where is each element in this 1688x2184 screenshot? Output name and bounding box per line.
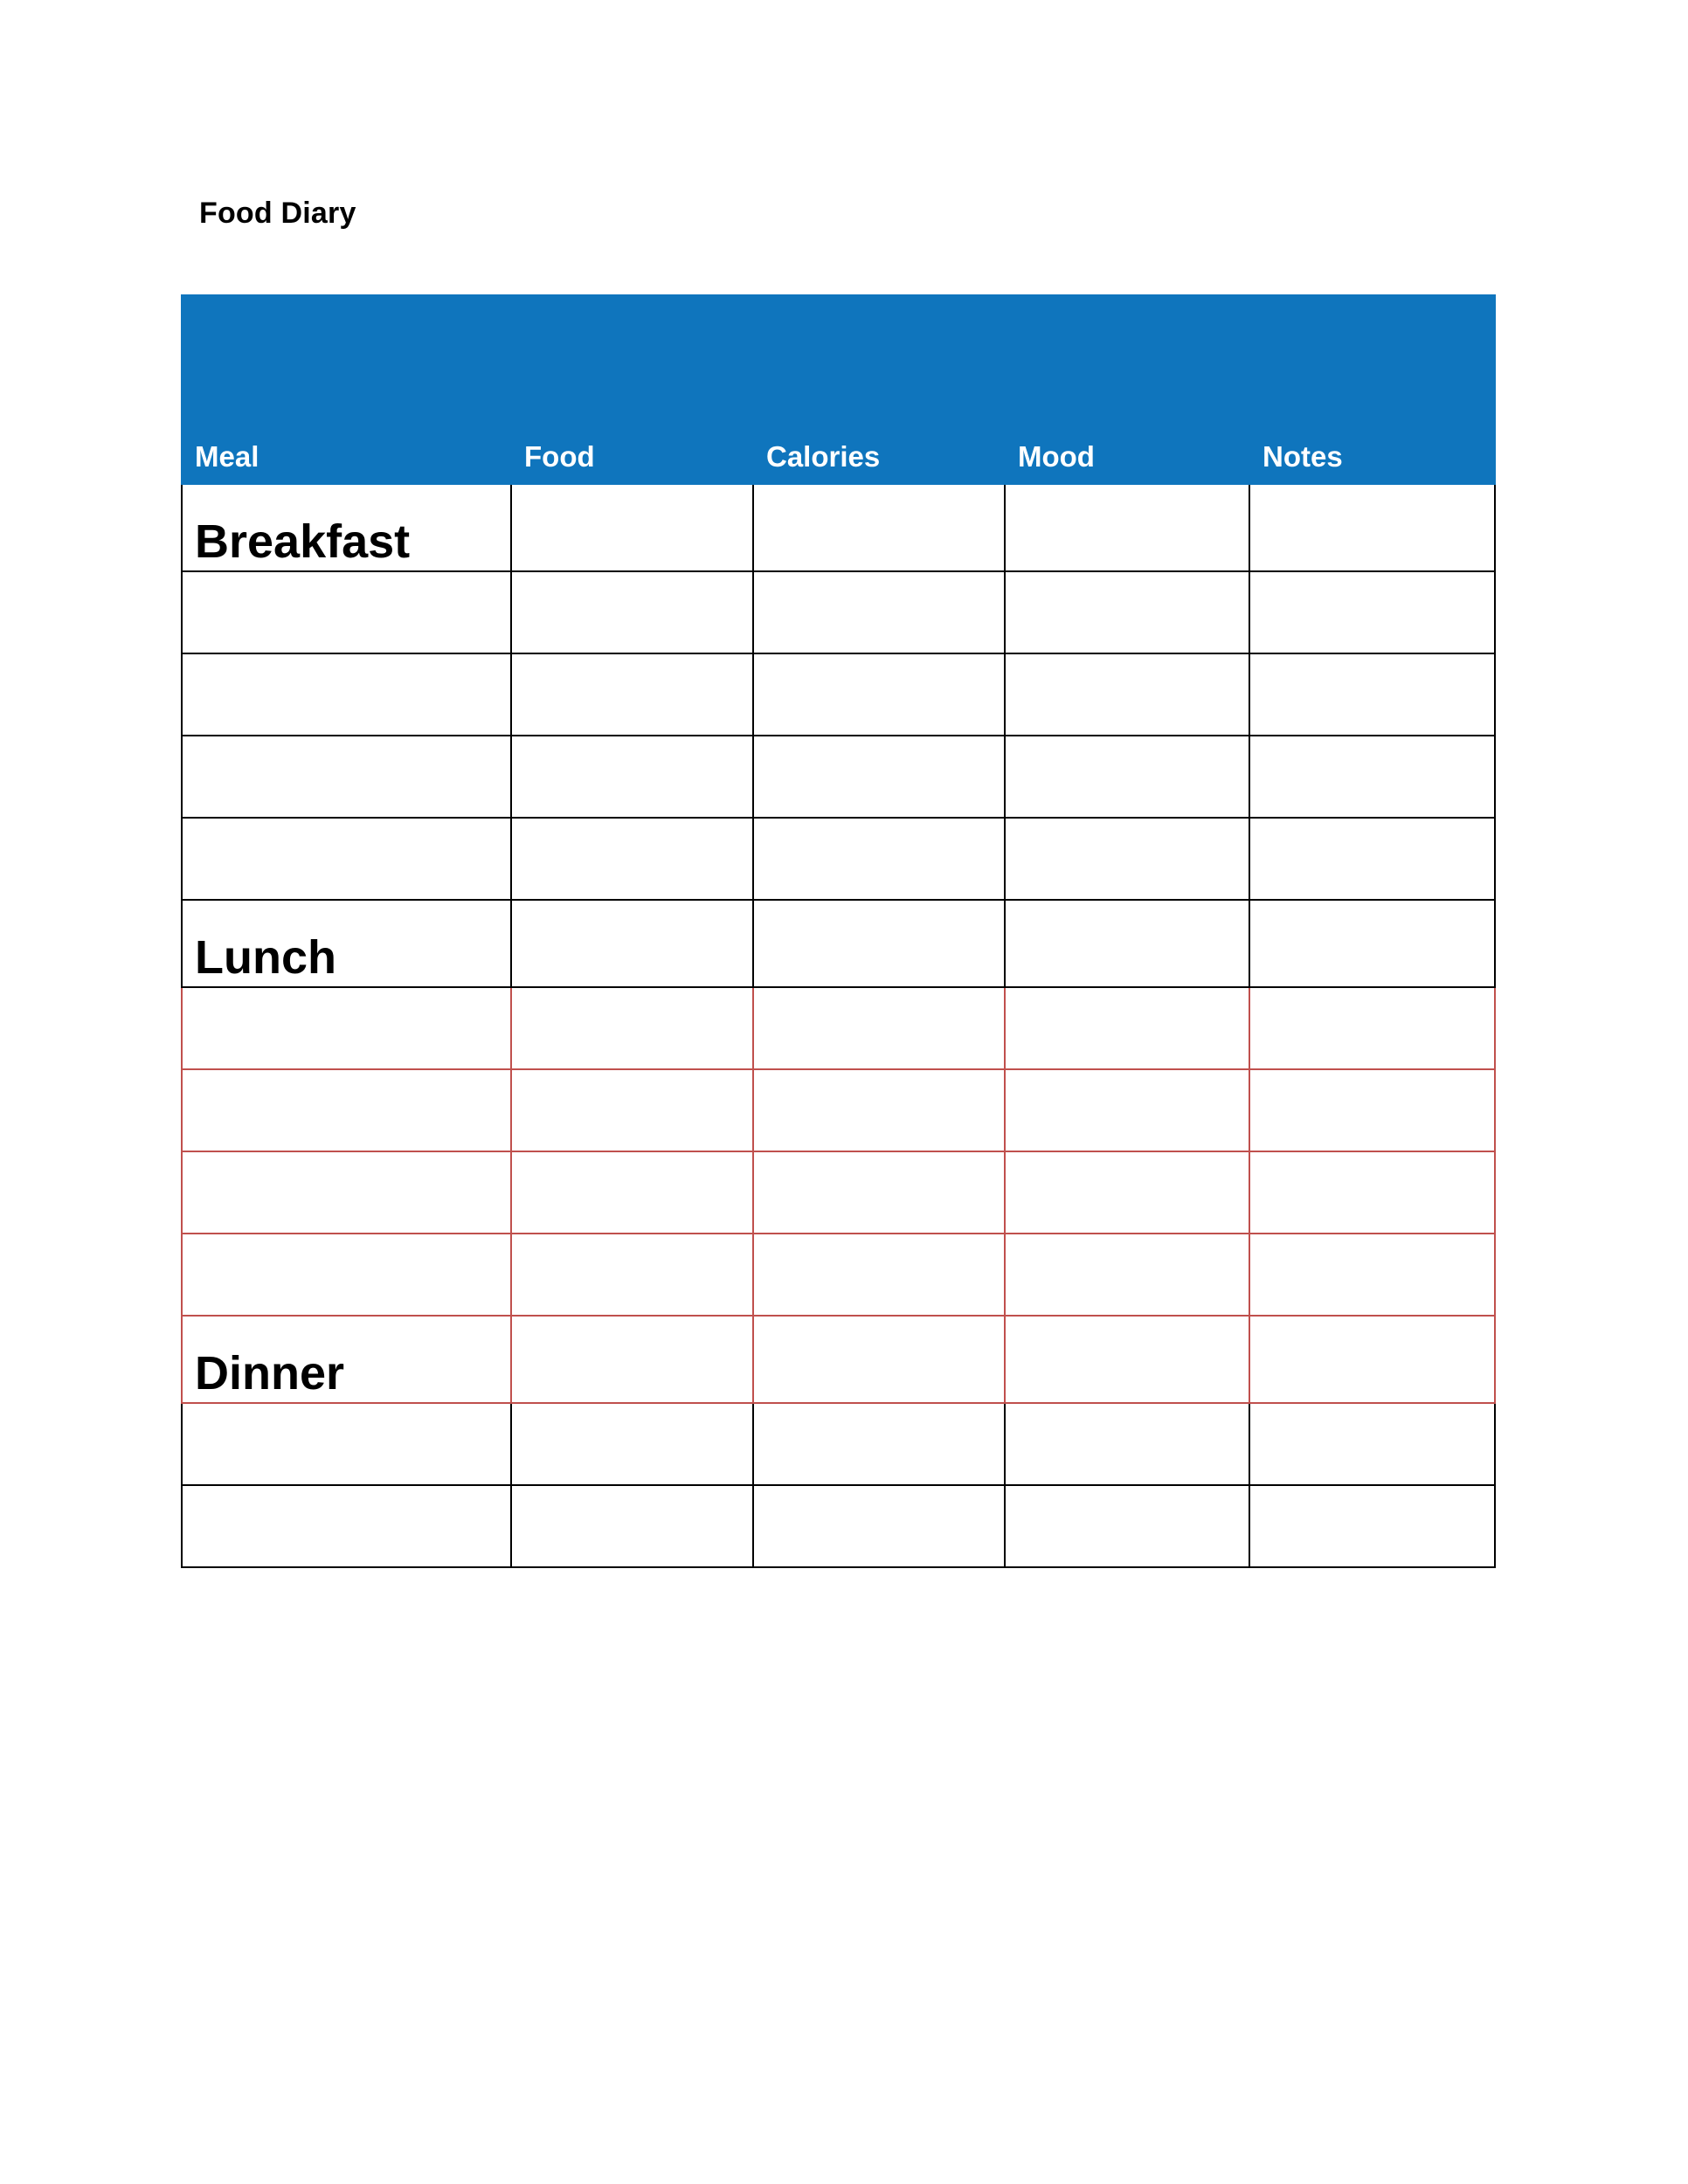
notes-cell[interactable] — [1249, 1316, 1495, 1403]
table-row[interactable] — [182, 736, 1495, 818]
calories-cell[interactable] — [753, 1069, 1005, 1151]
food-cell[interactable] — [511, 484, 753, 571]
table-row[interactable] — [182, 1069, 1495, 1151]
mood-cell[interactable] — [1005, 1069, 1249, 1151]
calories-cell[interactable] — [753, 1234, 1005, 1316]
notes-cell[interactable] — [1249, 1485, 1495, 1567]
food-cell[interactable] — [511, 1403, 753, 1485]
column-header-notes-label: Notes — [1263, 440, 1343, 473]
food-cell[interactable] — [511, 736, 753, 818]
table-row[interactable] — [182, 1234, 1495, 1316]
notes-cell[interactable] — [1249, 653, 1495, 736]
notes-cell[interactable] — [1249, 736, 1495, 818]
notes-cell[interactable] — [1249, 900, 1495, 987]
food-cell[interactable] — [511, 987, 753, 1069]
meal-cell[interactable] — [182, 1316, 511, 1403]
notes-cell[interactable] — [1249, 818, 1495, 900]
food-cell[interactable] — [511, 1234, 753, 1316]
mood-cell[interactable] — [1005, 818, 1249, 900]
food-cell[interactable] — [511, 818, 753, 900]
column-header-food-label: Food — [524, 440, 595, 473]
page-title: Food Diary — [199, 197, 356, 230]
table-row[interactable] — [182, 484, 1495, 571]
food-cell[interactable] — [511, 1151, 753, 1234]
calories-cell[interactable] — [753, 1485, 1005, 1567]
calories-cell[interactable] — [753, 1151, 1005, 1234]
notes-cell[interactable] — [1249, 484, 1495, 571]
mood-cell[interactable] — [1005, 653, 1249, 736]
column-header-mood — [1005, 295, 1249, 484]
mood-cell[interactable] — [1005, 571, 1249, 653]
meal-cell[interactable] — [182, 818, 511, 900]
calories-cell[interactable] — [753, 987, 1005, 1069]
column-header-food — [511, 295, 753, 484]
meal-cell[interactable] — [182, 1234, 511, 1316]
meal-cell[interactable] — [182, 1151, 511, 1234]
mood-cell[interactable] — [1005, 987, 1249, 1069]
mood-cell[interactable] — [1005, 1485, 1249, 1567]
column-header-calories — [753, 295, 1005, 484]
food-cell[interactable] — [511, 1485, 753, 1567]
food-cell[interactable] — [511, 653, 753, 736]
meal-cell[interactable] — [182, 1069, 511, 1151]
column-header-calories-label: Calories — [766, 440, 881, 473]
meal-cell[interactable] — [182, 1403, 511, 1485]
table-row[interactable] — [182, 1485, 1495, 1567]
notes-cell[interactable] — [1249, 1069, 1495, 1151]
calories-cell[interactable] — [753, 653, 1005, 736]
meal-cell[interactable] — [182, 900, 511, 987]
notes-cell[interactable] — [1249, 1403, 1495, 1485]
mood-cell[interactable] — [1005, 1316, 1249, 1403]
mood-cell[interactable] — [1005, 484, 1249, 571]
meal-cell[interactable] — [182, 1485, 511, 1567]
meal-cell[interactable] — [182, 484, 511, 571]
notes-cell[interactable] — [1249, 1234, 1495, 1316]
table-row[interactable] — [182, 653, 1495, 736]
table-row[interactable] — [182, 1151, 1495, 1234]
food-cell[interactable] — [511, 1316, 753, 1403]
notes-cell[interactable] — [1249, 987, 1495, 1069]
column-header-meal — [182, 295, 511, 484]
table-row[interactable] — [182, 571, 1495, 653]
table-row[interactable] — [182, 1403, 1495, 1485]
food-cell[interactable] — [511, 1069, 753, 1151]
mood-cell[interactable] — [1005, 1403, 1249, 1485]
food-cell[interactable] — [511, 900, 753, 987]
calories-cell[interactable] — [753, 571, 1005, 653]
section-label-dinner: Dinner — [195, 1347, 345, 1400]
table-row[interactable] — [182, 900, 1495, 987]
notes-cell[interactable] — [1249, 1151, 1495, 1234]
section-label-breakfast: Breakfast — [195, 515, 411, 568]
calories-cell[interactable] — [753, 1403, 1005, 1485]
column-header-notes — [1249, 295, 1495, 484]
section-label-lunch: Lunch — [195, 931, 336, 984]
table-header-row — [182, 295, 1495, 484]
meal-cell[interactable] — [182, 736, 511, 818]
table-row[interactable] — [182, 1316, 1495, 1403]
table-row[interactable] — [182, 987, 1495, 1069]
mood-cell[interactable] — [1005, 1234, 1249, 1316]
food-cell[interactable] — [511, 571, 753, 653]
mood-cell[interactable] — [1005, 736, 1249, 818]
notes-cell[interactable] — [1249, 571, 1495, 653]
calories-cell[interactable] — [753, 818, 1005, 900]
mood-cell[interactable] — [1005, 1151, 1249, 1234]
meal-cell[interactable] — [182, 653, 511, 736]
food-diary-table — [181, 294, 1496, 1568]
calories-cell[interactable] — [753, 736, 1005, 818]
column-header-mood-label: Mood — [1018, 440, 1095, 473]
column-header-meal-label: Meal — [195, 440, 259, 473]
meal-cell[interactable] — [182, 987, 511, 1069]
mood-cell[interactable] — [1005, 900, 1249, 987]
calories-cell[interactable] — [753, 1316, 1005, 1403]
meal-cell[interactable] — [182, 571, 511, 653]
table-row[interactable] — [182, 818, 1495, 900]
calories-cell[interactable] — [753, 484, 1005, 571]
calories-cell[interactable] — [753, 900, 1005, 987]
